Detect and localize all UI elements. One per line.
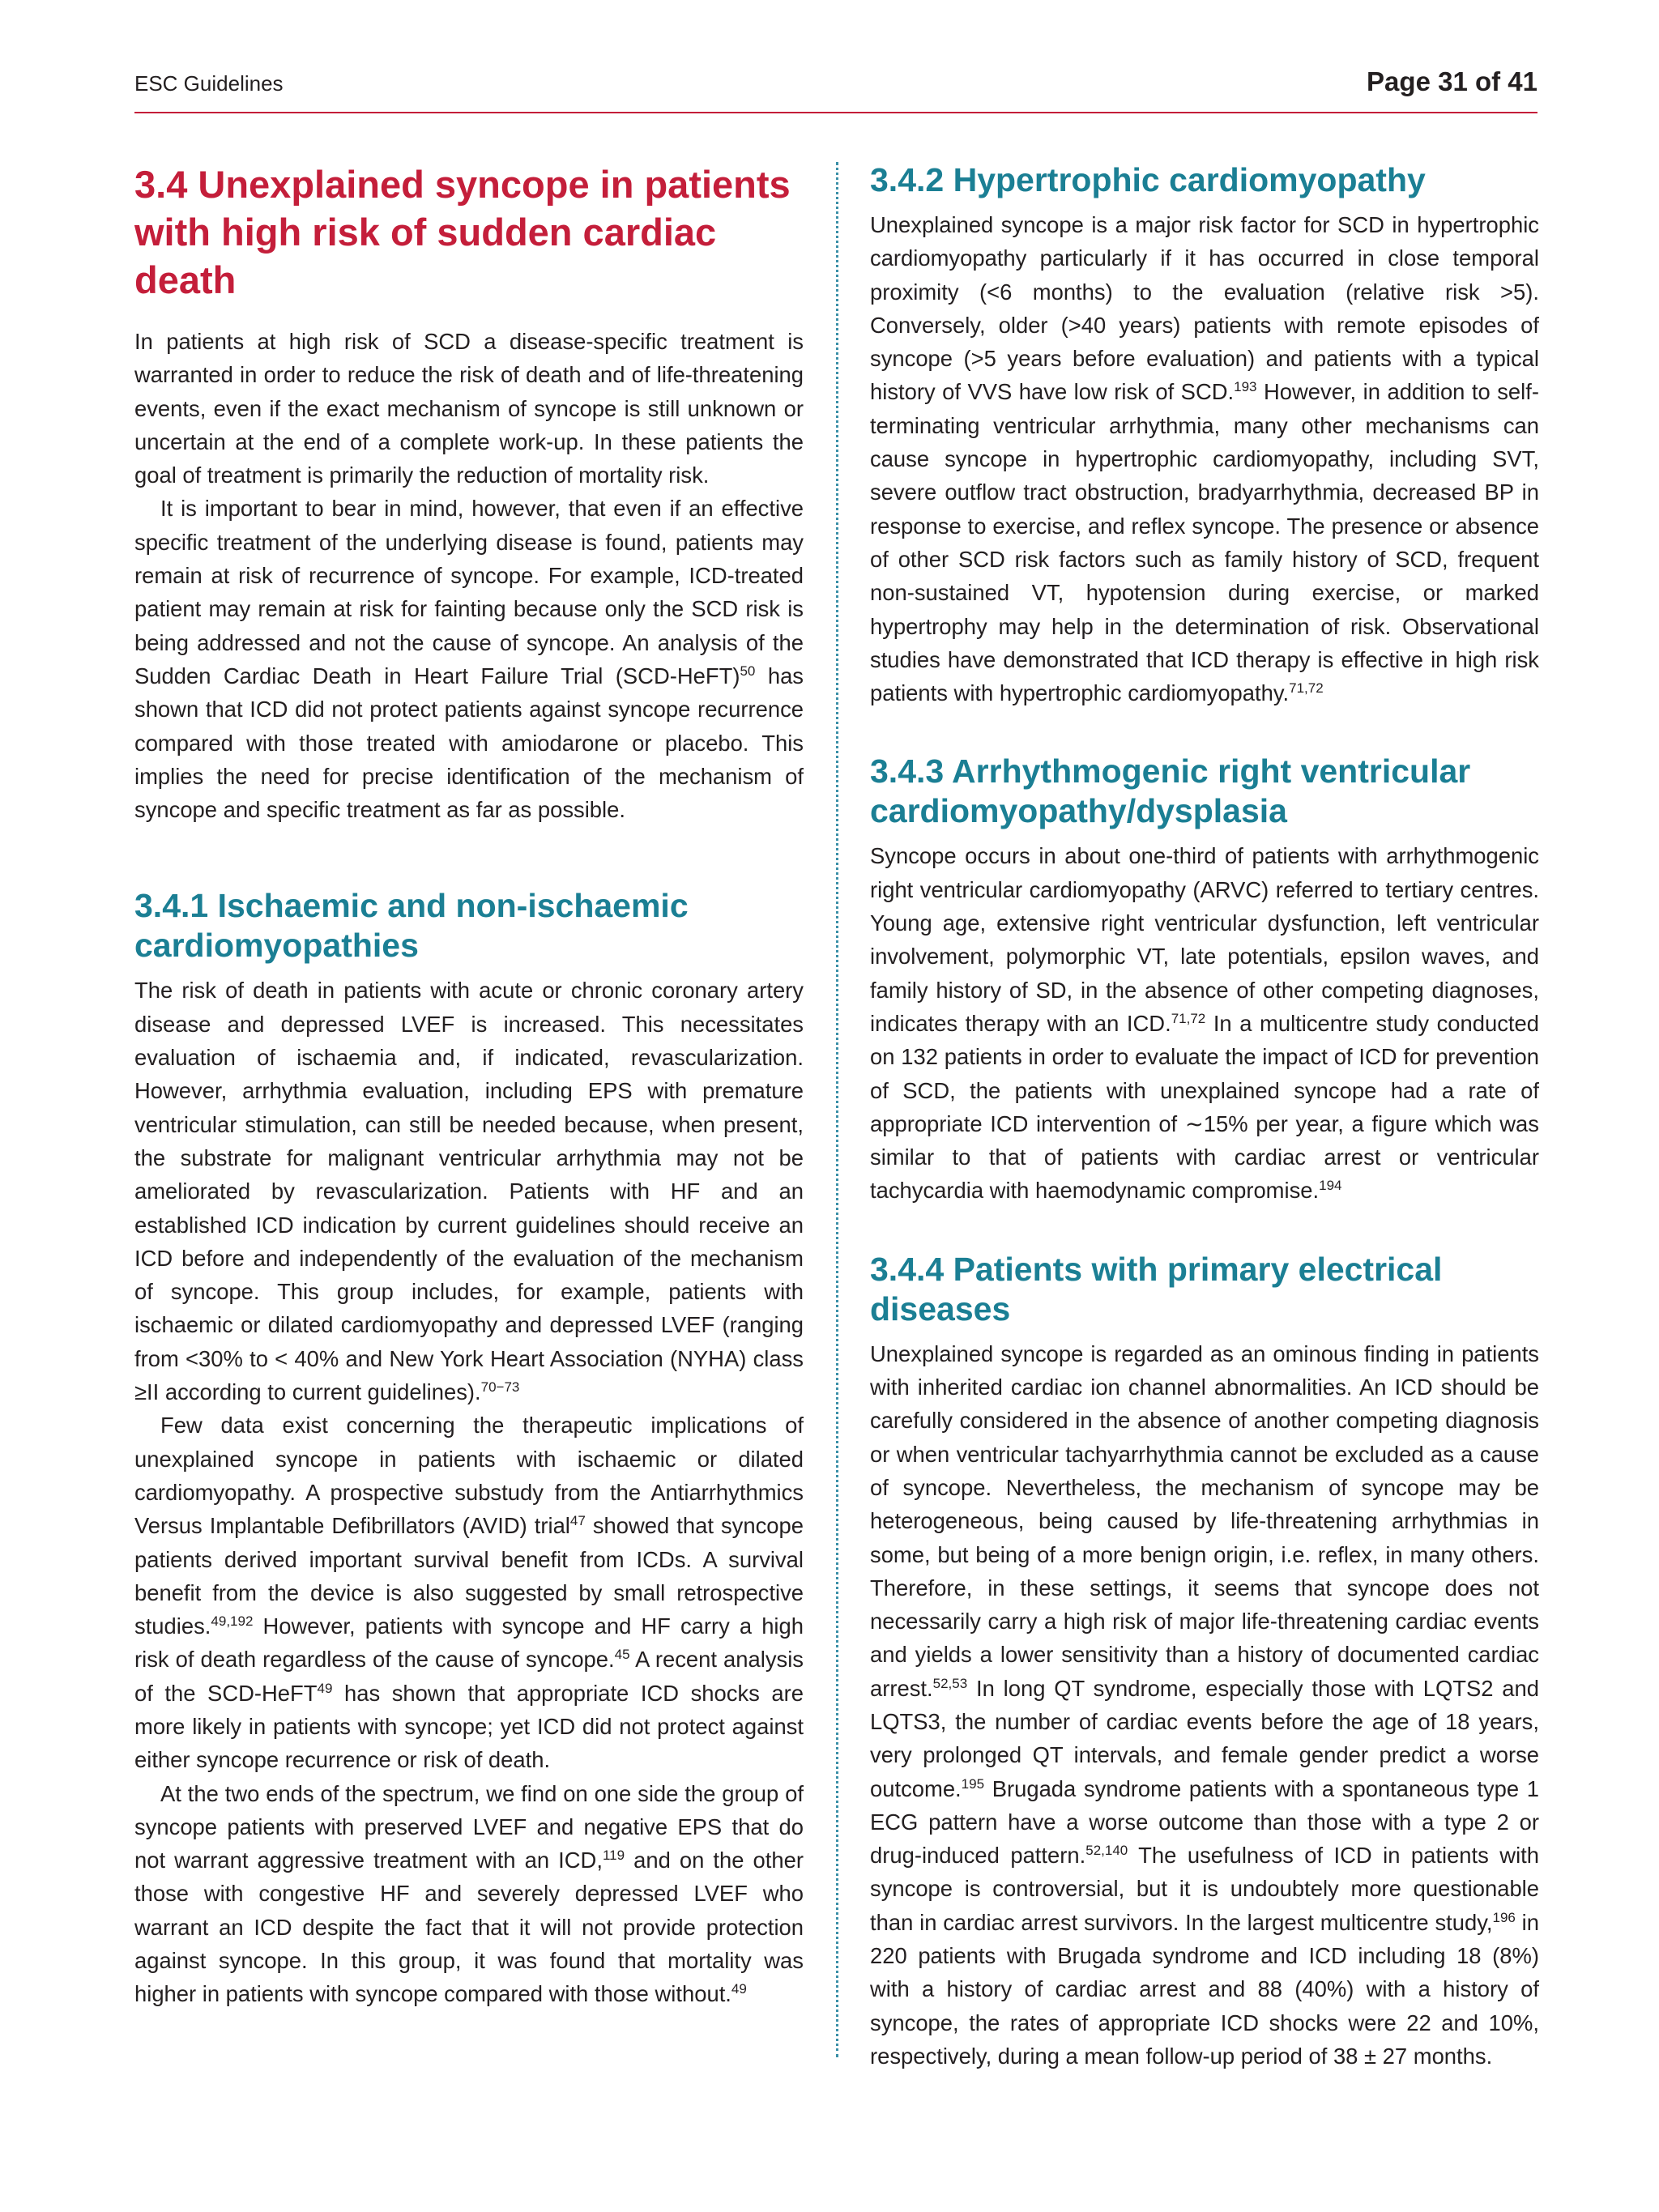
journal-name: ESC Guidelines	[134, 71, 284, 96]
column-divider	[836, 162, 838, 2057]
right-column	[870, 138, 1539, 2073]
citation: 194	[1319, 1178, 1342, 1194]
citation: 47	[569, 1513, 586, 1529]
paragraph: It is important to bear in mind, however, that even if an effective specific treatment of the underlying disease is found, patients may remain at risk of recurrence of syncope. For example, ICD-treated patient may remain at risk for fainting because only the SCD risk is being addressed and not the cause of syncope. An analysis of the Sudden Cardiac Death in Heart Failure Trial (SCD-HeFT)$^{50}$ has shown that ICD did not protect patients against syncope recurrence compared with those treated with amiodarone or placebo. This implies the need for precise identification of the mechanism of syncope and specific treatment as far as possible.	[134, 496, 804, 823]
subsection-heading-3-4-1: 3.4.1 Ischaemic and non-ischaemic cardiomyopathies	[134, 887, 689, 965]
citation: 49,192	[211, 1613, 254, 1629]
page-number: Page 31 of 41	[1367, 66, 1537, 96]
paragraph: In patients at high risk of SCD a disease-specific treatment is warranted in order to reduce the risk of death and of life-threatening events, even if the exact mechanism of syncope is still unknown or uncertain at the end of a complete work-up. In these patients the goal of treatment is primarily the reduction of mortality risk.	[134, 329, 804, 488]
citation: 119	[602, 1848, 625, 1864]
citation: 195	[961, 1775, 985, 1792]
paragraph: At the two ends of the spectrum, we find on one side the group of syncope patients with preserved LVEF and negative EPS that do not warrant aggressive treatment with an ICD,$^{119}$ and on the other those with congestive HF and severely depressed LVEF who warrant an ICD despite the fact that it will not provide protection against syncope. In this group, it was found that mortality was higher in patients with syncope compared with those without.$^{49}$	[134, 1780, 804, 2007]
paragraph: Few data exist concerning the therapeutic implications of unexplained syncope in patients with ischaemic or dilated cardiomyopathy. A prospective substudy from the Antiarrhythmics Versus Implantable Defibrillators (AVID) trial$^{47}$ showed that syncope patients derived important survival benefit from ICDs. A survival benefit from the device is also suggested by small retrospective studies.$^{49,192}$ However, patients with syncope and HF carry a high risk of death regardless of the cause of syncope.$^{45}$ A recent analysis of the SCD-HeFT$^{49}$ has shown that appropriate ICD shocks are more likely in patients with syncope; yet ICD did not protect against either syncope recurrence or risk of death.	[134, 1413, 804, 1773]
left-column	[134, 138, 804, 2011]
subsection-heading-3-4-4: 3.4.4 Patients with primary electrical diseases	[870, 1250, 1443, 1328]
citation: 50	[740, 663, 756, 679]
citation: 71,72	[1171, 1010, 1206, 1026]
citation: 52,53	[932, 1675, 968, 1691]
citation: 49	[317, 1680, 333, 1696]
paragraph: Unexplained syncope is a major risk factor for SCD in hypertrophic cardiomyopathy particularly if it has occurred in close temporal proximity (<6 months) to the evaluation (relative risk >5). Conversely, older (>40 years) patients with remote episodes of syncope (>5 years before evaluation) and patients with a typical history of VVS have low risk of SCD.$^{193}$ However, in addition to self-terminating ventricular arrhythmia, many other mechanisms can cause syncope in hypertrophic cardiomyopathy, including SVT, severe outflow tract obstruction, bradyarrhythmia, decreased BP in response to exercise, and reflex syncope. The presence or absence of other SCD risk factors such as family history of SCD, frequent non-sustained VT, hypotension during exercise, or marked hypertrophy may help in the determination of risk. Observational studies have demonstrated that ICD therapy is effective in high risk patients with hypertrophic cardiomyopathy.$^{71,72}$	[870, 212, 1539, 706]
citation: 70−73	[480, 1379, 520, 1395]
subsection-heading-3-4-2: 3.4.2 Hypertrophic cardiomyopathy	[870, 161, 1426, 198]
page-header	[134, 65, 1537, 113]
paragraph: Syncope occurs in about one-third of patients with arrhythmogenic right ventricular cardiomyopathy (ARVC) referred to tertiary centres. Young age, extensive right ventricular dysfunction, left ventricular involvement, polymorphic VT, late potentials, epsilon waves, and family history of SD, in the absence of other competing diagnoses, indicates therapy with an ICD.$^{71,72}$ In a multicentre study conducted on 132 patients in order to evaluate the impact of ICD for prevention of SCD, the patients with unexplained syncope had a rate of appropriate ICD intervention of ∼15% per year, a figure which was similar to that of patients with cardiac arrest or ventricular tachycardia with haemodynamic compromise.$^{194}$	[870, 843, 1539, 1204]
citation: 45	[614, 1647, 630, 1663]
subsection-heading-3-4-3: 3.4.3 Arrhythmogenic right ventricular cardiomyopathy/dysplasia	[870, 752, 1471, 830]
section-heading-3-4: 3.4 Unexplained syncope in patients with high risk of sudden cardiac death	[134, 163, 791, 301]
citation: 196	[1492, 1909, 1516, 1925]
citation: 52,140	[1085, 1843, 1128, 1859]
paragraph: The risk of death in patients with acute or chronic coronary artery disease and depressed LVEF is increased. This necessitates evaluation of ischaemia and, if indicated, revascularization. However, arrhythmia evaluation, including EPS with premature ventricular stimulation, can still be needed because, when present, the substrate for malignant ventricular arrhythmia may not be ameliorated by revascularization. Patients with HF and an established ICD indication by current guidelines should receive an ICD before and independently of the evaluation of the mechanism of syncope. This group includes, for example, patients with ischaemic or dilated cardiomyopathy and depressed LVEF (ranging from <30% to < 40% and New York Heart Association (NYHA) class ≥II according to current guidelines).$^{70-73}$	[134, 978, 804, 1405]
paragraph: Unexplained syncope is regarded as an ominous finding in patients with inherited cardiac ion channel abnormalities. An ICD should be carefully considered in the absence of another competing diagnosis or when ventricular tachyarrhythmia cannot be excluded as a cause of syncope. Nevertheless, the mechanism of syncope may be heterogeneous, being caused by life-threatening arrhythmias in some, but being of a more benign origin, i.e. reflex, in many others. Therefore, in these settings, it seems that syncope does not necessarily carry a high risk of major life-threatening cardiac events and yields a lower sensitivity than a history of documented cardiac arrest.$^{52,53}$ In long QT syndrome, especially those with LQTS2 and LQTS3, the number of cardiac events before the age of 18 years, very prolonged QT intervals, and female gender predict a worse outcome.$^{195}$ Brugada syndrome patients with a spontaneous type 1 ECG pattern have a worse outcome than those with a type 2 or drug-induced pattern.$^{52,140}$ The usefulness of ICD in patients with syncope is controversial, but it is undoubtely more questionable than in cardiac arrest survivors. In the largest multicentre study,$^{196}$ in 220 patients with Brugada syndrome and ICD including 18 (8%) with a history of cardiac arrest and 88 (40%) with a history of syncope, the rates of appropriate ICD shocks were 22 and 10%, respectively, during a mean follow-up period of 38 ± 27 months.	[870, 1340, 1539, 2069]
citation: 193	[1234, 379, 1257, 395]
citation: 71,72	[1289, 680, 1324, 697]
citation: 49	[731, 1981, 747, 1997]
